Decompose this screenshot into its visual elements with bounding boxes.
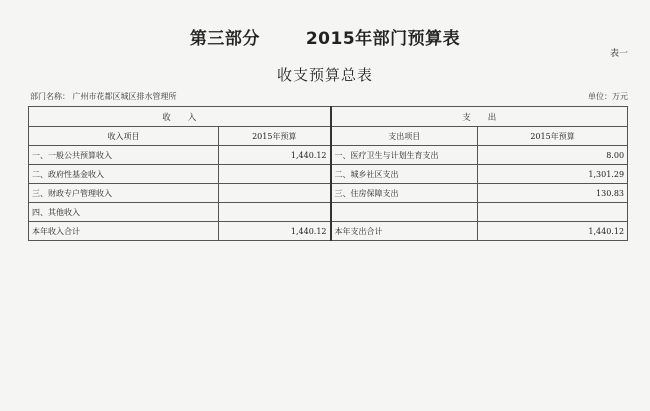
expense-item-header: 支出项目 [331,127,478,146]
column-header-row [29,127,628,146]
expense-total-label: 本年支出合计 [331,222,478,241]
income-total-label: 本年收入合计 [29,222,219,241]
table-row [29,203,628,222]
budget-table [28,106,628,241]
totals-row [29,222,628,241]
income-value [219,184,331,203]
section-header-row [29,107,628,127]
income-item: 一、一般公共预算收入 [29,146,219,165]
expense-budget-header: 2015年预算 [478,127,628,146]
income-total-value: 1,440.12 [219,222,331,241]
income-item: 四、其他收入 [29,203,219,222]
income-value [219,203,331,222]
expense-value: 1,301.29 [478,165,628,184]
table-row [29,184,628,203]
income-item: 三、财政专户管理收入 [29,184,219,203]
expense-item [331,203,478,222]
table-row [29,146,628,165]
budget-title: 2015年部门预算表 [305,29,461,49]
expense-total-value: 1,440.12 [478,222,628,241]
department-name: 部门名称： 广州市花都区城区排水管理所 [30,92,177,101]
table-subtitle: 收支预算总表 [276,66,373,84]
expense-section-header: 支 出 [331,107,628,127]
expense-item: 一、医疗卫生与计划生育支出 [331,146,478,165]
income-value [219,165,331,184]
income-value: 1,440.12 [219,146,331,165]
income-item-header: 收入项目 [29,127,219,146]
part-label: 第三部分 [189,29,260,49]
table-number: 表一 [609,49,628,59]
income-section-header: 收 入 [29,107,331,127]
page-title [0,24,650,49]
expense-value: 130.83 [478,184,628,203]
table-row [29,165,628,184]
expense-item: 二、城乡社区支出 [331,165,478,184]
income-item: 二、政府性基金收入 [29,165,219,184]
unit-label: 单位：万元 [588,92,628,101]
expense-value [478,203,628,222]
income-budget-header: 2015年预算 [219,127,331,146]
expense-item: 三、住房保障支出 [331,184,478,203]
expense-value: 8.00 [478,146,628,165]
